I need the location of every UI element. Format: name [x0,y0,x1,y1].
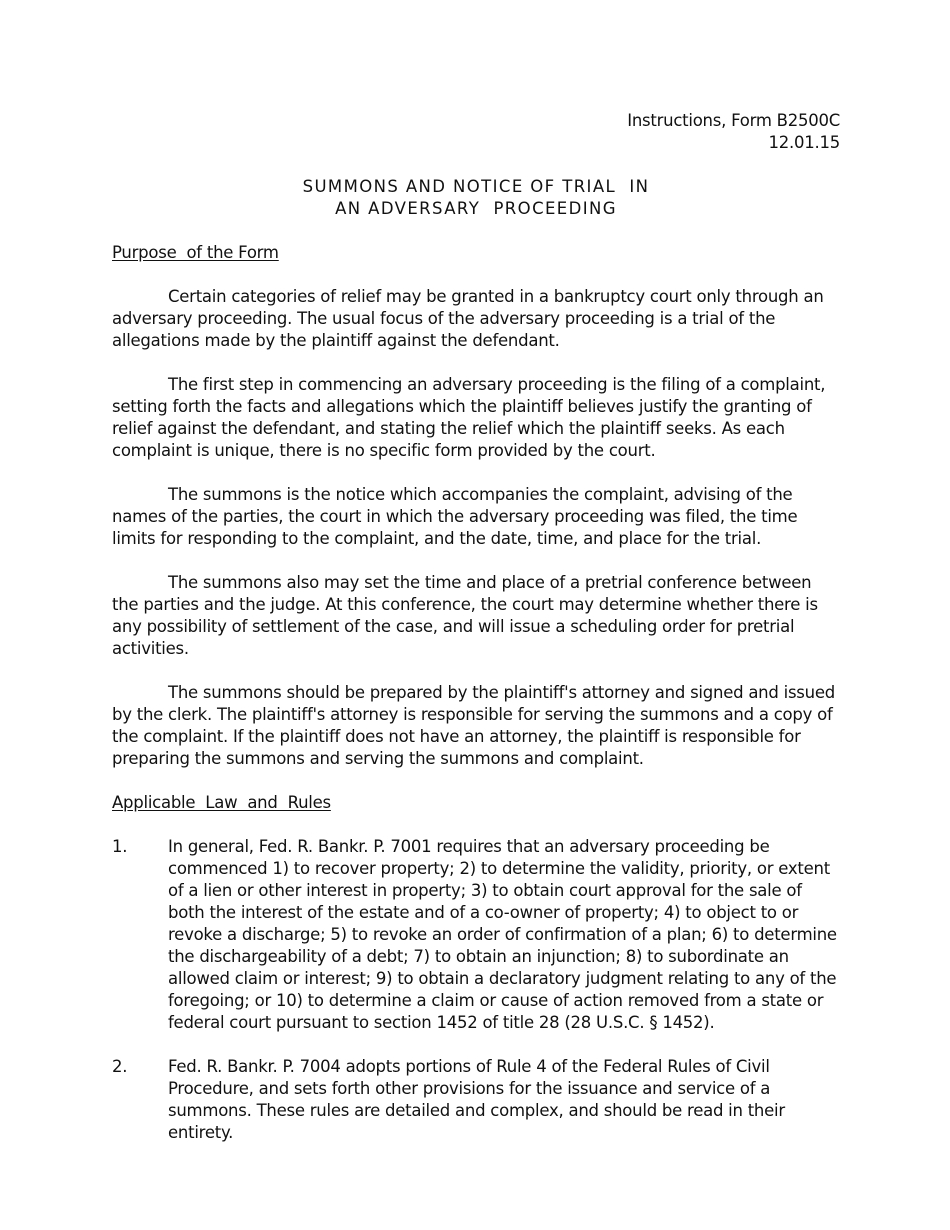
applicable-law-heading: Applicable Law and Rules [112,793,331,812]
purpose-paragraph: The summons also may set the time and place of a pretrial conference between the parties and the judge. At this conference, the court may determine whether there is any possibility of settlement of the case, and will issue a scheduling order for pretrial activities. [112,573,818,658]
title-line-1: SUMMONS AND NOTICE OF TRIAL IN [302,177,650,196]
form-date: 12.01.15 [768,133,840,152]
form-identifier: Instructions, Form B2500C [627,111,840,130]
purpose-paragraph: The first step in commencing an adversary proceeding is the filing of a complaint, setting forth the facts and allegations which the plaintiff believes justify the granting of relief against the defendant, and stating the relief which the plaintiff seeks. As each complaint is unique, there is no specific form provided by the court. [112,375,826,460]
purpose-paragraph: The summons should be prepared by the plaintiff's attorney and signed and issued by the clerk. The plaintiff's attorney is responsible for serving the summons and a copy of the complaint. If the plaintiff does not have an attorney, the plaintiff is responsible for preparing the summons and serving the summons and complaint. [112,683,835,768]
purpose-heading: Purpose of the Form [112,243,279,262]
numbered-item [112,836,840,1034]
item-number: 2. [112,1057,128,1076]
document-page [112,110,840,1144]
item-number: 1. [112,837,128,856]
numbered-item [112,1056,840,1144]
item-text: In general, Fed. R. Bankr. P. 7001 requires that an adversary proceeding be commenced 1) to recover property; 2) to determine the validity, priority, or extent of a lien or other interest in property; 3) to obtain court approval for the sale of both the interest of the estate and of a co-owner of property; 4) to object to or revoke a discharge; 5) to revoke an order of confirmation of a plan; 6) to determine the dischargeability of a debt; 7) to obtain an injunction; 8) to subordinate an allowed claim or interest; 9) to obtain a declaratory judgment relating to any of the foregoing; or 10) to determine a claim or cause of action removed from a state or federal court pursuant to section 1452 of title 28 (28 U.S.C. § 1452). [168,837,837,1032]
item-text: Fed. R. Bankr. P. 7004 adopts portions of Rule 4 of the Federal Rules of Civil Procedure, and sets forth other provisions for the issuance and service of a summons. These rules are detailed and complex, and should be read in their entirety. [168,1057,785,1142]
form-header [112,110,840,154]
purpose-paragraph: The summons is the notice which accompanies the complaint, advising of the names of the parties, the court in which the adversary proceeding was filed, the time limits for responding to the complaint, and the date, time, and place for the trial. [112,485,798,548]
document-title [112,176,840,220]
purpose-paragraph: Certain categories of relief may be granted in a bankruptcy court only through an adversary proceeding. The usual focus of the adversary proceeding is a trial of the allegations made by the plaintiff against the defendant. [112,287,824,350]
title-line-2: AN ADVERSARY PROCEEDING [335,199,617,218]
